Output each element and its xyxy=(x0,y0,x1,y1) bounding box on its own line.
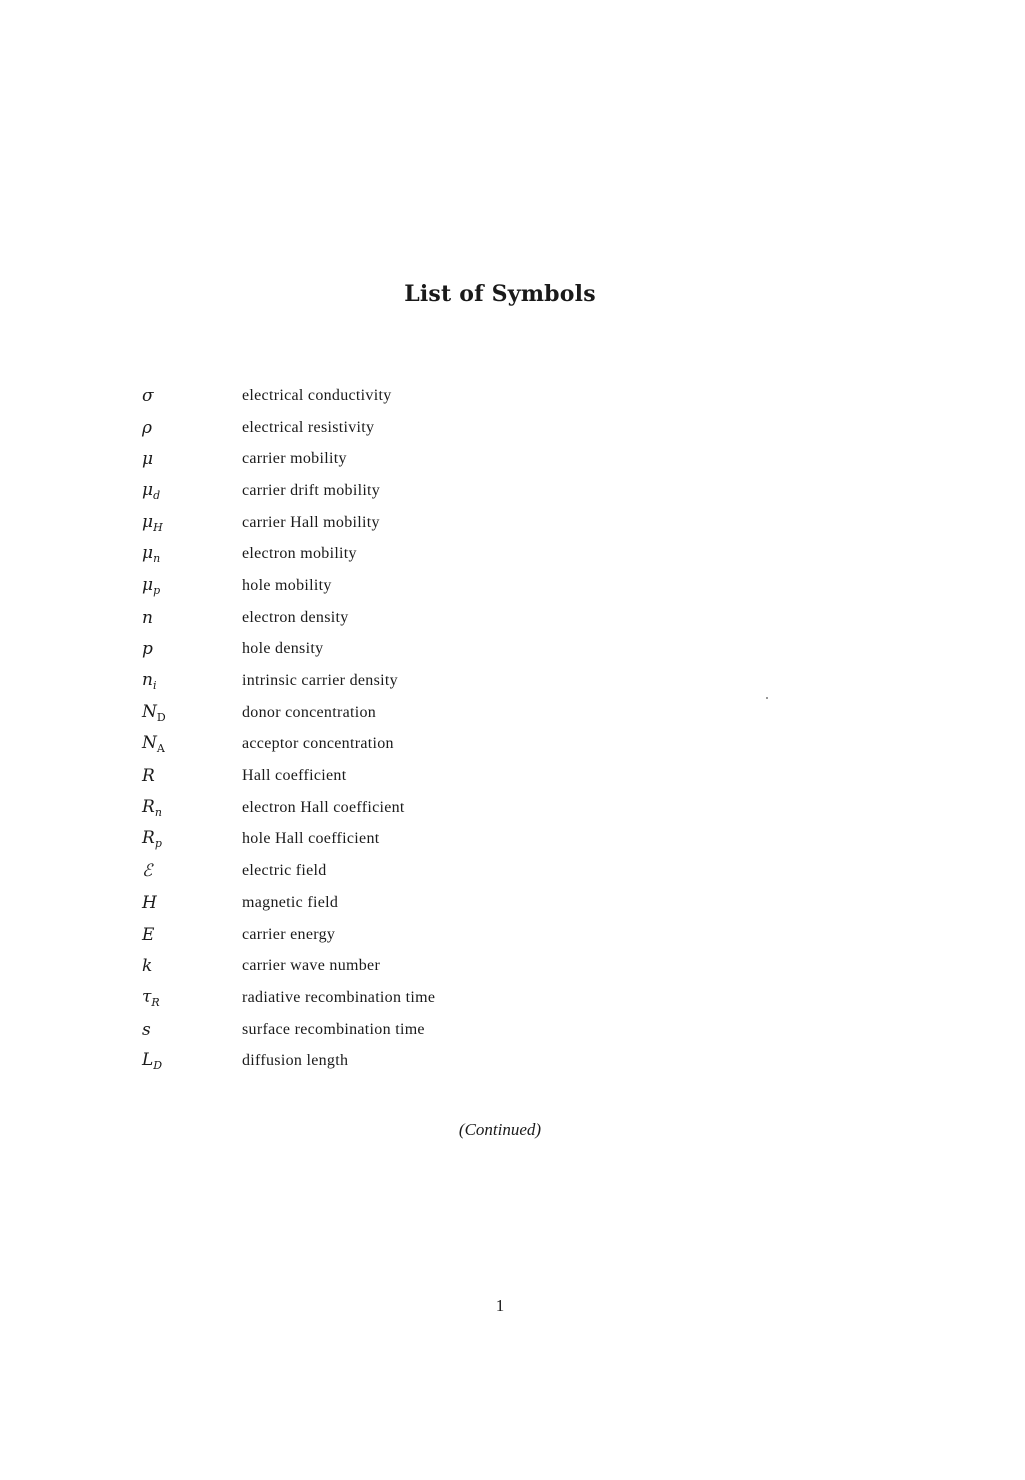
symbol xyxy=(142,733,242,755)
symbol-row xyxy=(142,950,742,982)
symbol-list xyxy=(142,380,742,1077)
symbol xyxy=(142,480,242,502)
symbol-row xyxy=(142,475,742,507)
symbol-description: diffusion length xyxy=(242,1052,349,1070)
symbol-description: acceptor concentration xyxy=(242,735,394,753)
symbol-row xyxy=(142,570,742,602)
symbol-subscript: D xyxy=(156,710,166,724)
symbol xyxy=(142,418,242,438)
symbol-subscript: p xyxy=(153,583,161,597)
symbol xyxy=(142,766,242,786)
symbol-description: hole mobility xyxy=(242,576,332,594)
symbol-base: E xyxy=(142,924,155,945)
symbol xyxy=(142,925,242,945)
symbol-subscript: i xyxy=(152,679,157,693)
symbol-description: electric field xyxy=(242,862,327,880)
symbol-description: magnetic field xyxy=(242,893,339,911)
symbol-subscript: H xyxy=(153,520,163,534)
symbol-base: k xyxy=(142,956,153,977)
symbol-row xyxy=(142,634,742,666)
symbol-base: s xyxy=(142,1019,151,1040)
symbol-row xyxy=(142,380,742,412)
symbol-base: σ xyxy=(142,385,154,406)
symbol-subscript: n xyxy=(154,805,162,819)
symbol-base: μ xyxy=(142,543,154,564)
symbol-base: n xyxy=(142,670,153,691)
page-number: 1 xyxy=(495,1296,505,1315)
symbol-row xyxy=(142,760,742,792)
symbol-description: radiative recombination time xyxy=(242,988,436,1006)
symbol xyxy=(142,670,242,692)
symbol-base: L xyxy=(142,1050,154,1071)
symbol-row xyxy=(142,919,742,951)
scan-speck xyxy=(766,697,768,699)
symbol-base: R xyxy=(142,766,155,787)
symbol-base: μ xyxy=(142,449,154,470)
symbol-row xyxy=(142,538,742,570)
symbol-base: μ xyxy=(142,479,154,500)
symbol-row xyxy=(142,665,742,697)
symbol-description: electron Hall coefficient xyxy=(242,798,405,816)
symbol-description: electron density xyxy=(242,608,349,626)
symbol-base: n xyxy=(142,607,153,628)
symbol xyxy=(142,893,242,913)
symbol xyxy=(142,512,242,534)
symbol-row xyxy=(142,792,742,824)
symbol-description: hole density xyxy=(242,640,324,658)
symbol-row xyxy=(142,602,742,634)
symbol xyxy=(142,987,242,1009)
symbol-subscript: D xyxy=(153,1059,163,1073)
symbol-row xyxy=(142,729,742,761)
symbol xyxy=(142,449,242,469)
symbol-base: τ xyxy=(142,986,152,1007)
symbol-description: carrier wave number xyxy=(242,957,381,975)
symbol-row xyxy=(142,824,742,856)
symbol-base: μ xyxy=(142,574,154,595)
symbol xyxy=(142,956,242,976)
symbol-description: donor concentration xyxy=(242,703,377,721)
symbol-subscript: d xyxy=(153,488,161,502)
symbol-subscript: n xyxy=(153,552,161,566)
symbol-row xyxy=(142,412,742,444)
symbol-description: electron mobility xyxy=(242,545,357,563)
symbol-base: p xyxy=(142,639,153,660)
symbol xyxy=(142,1020,242,1040)
symbol-description: intrinsic carrier density xyxy=(242,672,398,690)
symbol-row xyxy=(142,855,742,887)
symbol-description: Hall coefficient xyxy=(242,767,347,785)
symbol xyxy=(142,1050,242,1072)
symbol-base: H xyxy=(142,892,157,913)
symbol-description: surface recombination time xyxy=(242,1020,425,1038)
page-title: List of Symbols xyxy=(404,281,596,307)
symbol-description: carrier mobility xyxy=(242,450,347,468)
symbol xyxy=(142,575,242,597)
symbol-description: carrier energy xyxy=(242,925,336,943)
symbol-description: hole Hall coefficient xyxy=(242,830,380,848)
symbol-subscript: A xyxy=(156,742,165,756)
symbol-row xyxy=(142,982,742,1014)
symbol-row xyxy=(142,443,742,475)
symbol-description: carrier Hall mobility xyxy=(242,513,380,531)
symbol-row xyxy=(142,507,742,539)
symbol xyxy=(142,608,242,628)
symbol-row xyxy=(142,887,742,919)
symbol xyxy=(142,828,242,850)
symbol xyxy=(142,639,242,659)
symbol xyxy=(142,861,242,881)
symbol-row xyxy=(142,697,742,729)
symbol-subscript: p xyxy=(154,837,162,851)
symbol xyxy=(142,543,242,565)
symbol-base: ℰ xyxy=(142,861,153,882)
symbol-row xyxy=(142,1045,742,1077)
symbol-base: ρ xyxy=(142,417,152,438)
symbol-base: N xyxy=(142,701,157,722)
symbol xyxy=(142,702,242,724)
symbol-base: N xyxy=(142,733,157,754)
symbol-description: electrical conductivity xyxy=(242,386,392,404)
symbol-base: μ xyxy=(142,511,154,532)
symbol-subscript: R xyxy=(151,995,160,1009)
symbol xyxy=(142,797,242,819)
symbol xyxy=(142,386,242,406)
continued-label: (Continued) xyxy=(458,1120,542,1139)
symbol-row xyxy=(142,1014,742,1046)
symbol-base: R xyxy=(142,796,155,817)
symbol-description: electrical resistivity xyxy=(242,418,375,436)
symbol-description: carrier drift mobility xyxy=(242,481,381,499)
symbol-base: R xyxy=(142,828,155,849)
